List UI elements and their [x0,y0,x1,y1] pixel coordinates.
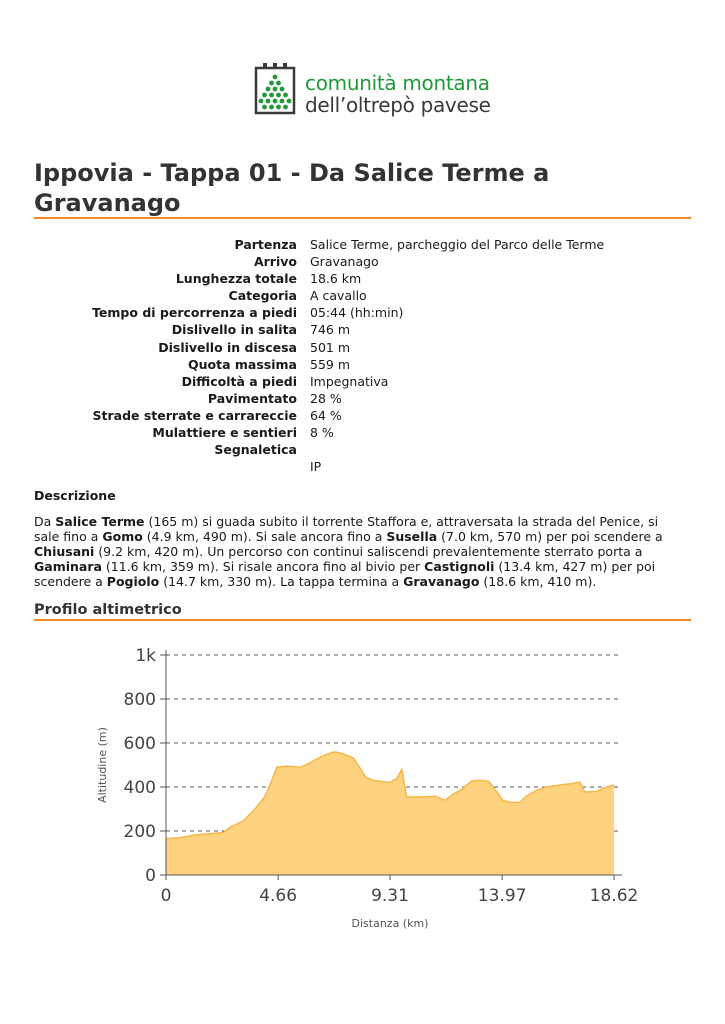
detail-label: Strade sterrate e carrareccie [92,407,297,423]
detail-label: Dislivello in discesa [158,339,297,355]
y-tick-label: 0 [145,866,156,886]
page-title: Ippovia - Tappa 01 - Da Salice Terme a Gravanago [34,159,550,217]
detail-label: Categoria [228,288,297,304]
description-segment: (11.6 km, 359 m). Si risale ancora fino al bivio per [101,559,425,574]
detail-value: 05:44 (hh:min) [310,305,404,321]
profile-divider [34,619,691,621]
elevation-chart [0,630,725,940]
place-name: Susella [386,529,438,544]
detail-row [34,390,694,407]
x-axis-label: Distanza (km) [351,917,429,930]
detail-label: Difficoltà a piedi [181,373,297,389]
detail-row [34,236,694,253]
detail-row [34,407,694,424]
detail-row [34,424,694,441]
y-tick-label: 200 [123,822,156,842]
detail-value: Salice Terme, parcheggio del Parco delle Terme [310,237,605,252]
y-tick-label: 800 [123,690,156,710]
profile-heading: Profilo altimetrico [34,602,182,618]
detail-value: IP [310,459,322,475]
detail-label: Partenza [234,237,297,252]
description-segment: (13.4 km, 427 m) per poi scendere a [34,559,656,589]
description-segment: (14.7 km, 330 m). La tappa termina a [159,574,404,589]
place-name: Gravanago [403,574,480,589]
detail-label: Tempo di percorrenza a piedi [92,305,297,321]
detail-value: 746 m [310,322,351,338]
description-heading: Descrizione [34,488,116,503]
detail-value: Impegnativa [310,373,389,389]
detail-label: Dislivello in salita [171,322,297,338]
detail-row [34,441,694,475]
detail-label: Lunghezza totale [175,271,297,287]
detail-label: Segnaletica [214,442,297,458]
detail-value: 8 % [310,425,334,441]
detail-row [34,270,694,287]
description-segment: (7.0 km, 570 m) per poi scendere a [437,529,663,544]
description-segment: (4.9 km, 490 m). Si sale ancora fino a [142,529,387,544]
place-name: Pogiolo [106,574,160,589]
logo-emblem-icon [253,63,297,117]
logo-line-2: dell’oltrepò pavese [305,93,491,117]
detail-value: 64 % [310,407,342,423]
detail-row [34,356,694,373]
description-segment: (165 m) si guada subito il torrente Staffora e, attraversata la strada del Penice, si sale fino a [34,514,659,544]
logo [253,63,493,119]
y-tick-label: 600 [123,734,156,754]
logo-line-1: comunità montana [305,71,490,95]
elevation-area [166,752,614,875]
detail-row [34,373,694,390]
x-tick-label: 13.97 [477,886,527,906]
detail-row [34,253,694,270]
detail-value: 501 m [310,339,351,355]
place-name: Gaminara [34,559,102,574]
x-tick-label: 9.31 [371,886,409,906]
description-segment: (9.2 km, 420 m). Un percorso con continui saliscendi prevalentemente sterrato porta a [94,544,643,559]
detail-value: A cavallo [310,288,367,304]
x-tick-label: 18.62 [589,886,639,906]
title-divider [34,217,691,219]
detail-label: Quota massima [188,356,297,372]
place-name: Gomo [102,529,143,544]
place-name: Castignoli [424,559,495,574]
detail-value: 28 % [310,390,342,406]
route-details [34,236,694,475]
y-tick-label: 400 [123,778,156,798]
x-tick-label: 0 [160,886,172,906]
description-segment: Da [34,514,56,529]
detail-row [34,321,694,338]
detail-label: Pavimentato [207,390,297,406]
detail-value: 18.6 km [310,271,362,287]
detail-row [34,339,694,356]
description-segment: (18.6 km, 410 m). [479,574,597,589]
place-name: Salice Terme [55,514,145,529]
detail-value: 559 m [310,356,351,372]
detail-label: Arrivo [253,254,297,270]
detail-row [34,304,694,321]
y-axis-label: Altitudine (m) [96,727,109,803]
detail-value: Gravanago [310,254,379,270]
place-name: Chiusani [34,544,95,559]
description-text [34,514,679,589]
y-tick-label: 1k [135,646,156,666]
detail-label: Mulattiere e sentieri [152,425,297,441]
detail-row [34,287,694,304]
x-tick-label: 4.66 [259,886,298,906]
